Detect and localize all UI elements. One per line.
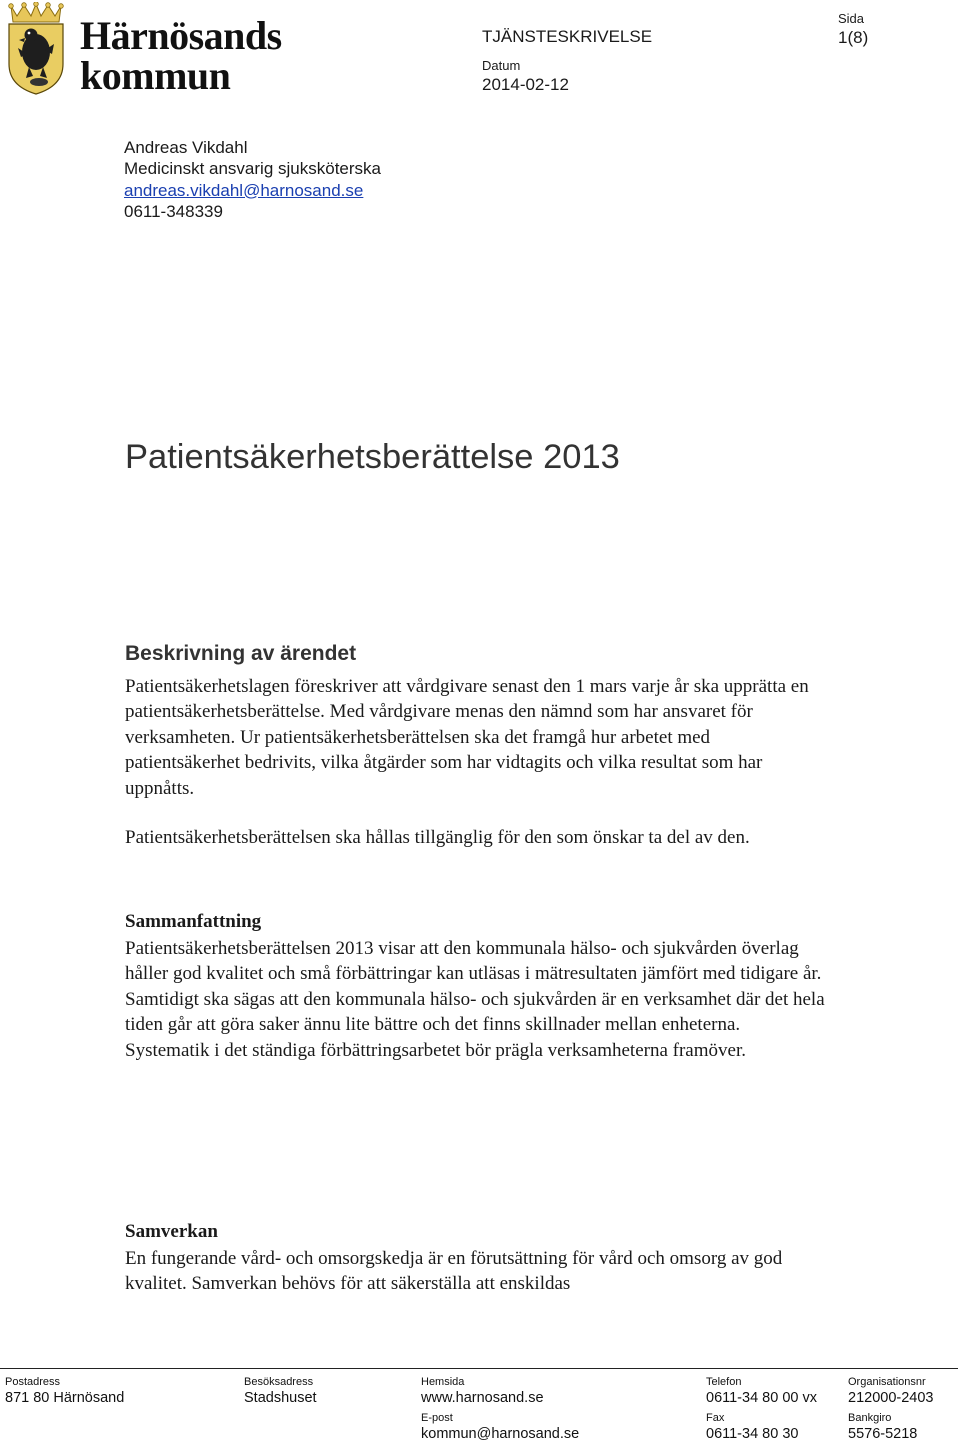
sender-role: Medicinskt ansvarig sjuksköterska <box>124 159 381 179</box>
description-paragraph-2: Patientsäkerhetsberättelsen ska hållas tillgänglig för den som önskar ta del av den. <box>125 827 750 848</box>
date-value: 2014-02-12 <box>482 75 569 94</box>
document-type: TJÄNSTESKRIVELSE <box>482 27 653 46</box>
footer-postal-value: 871 80 Härnösand <box>5 1390 125 1406</box>
footer-website-label: Hemsida <box>421 1376 465 1388</box>
municipality-logo-wordmark <box>80 13 282 98</box>
footer-orgnr-value: 212000-2403 <box>848 1390 934 1406</box>
footer-postal-label: Postadress <box>5 1376 61 1388</box>
sender-phone: 0611-348339 <box>124 201 223 221</box>
cooperation-paragraph: En fungerande vård- och omsorgskedja är en förutsättning för vård och omsorg av god kvalitet. Samverkan behövs för att säkerställa att enskildas <box>125 1248 783 1295</box>
sender-email-link[interactable]: andreas.vikdahl@harnosand.se <box>124 180 364 200</box>
footer-divider <box>0 1368 958 1369</box>
page-label: Sida <box>838 11 865 26</box>
sender-block <box>124 137 381 222</box>
footer-orgnr-label: Organisationsnr <box>848 1376 926 1388</box>
footer-visit-label: Besöksadress <box>244 1376 314 1388</box>
footer-bankgiro-label: Bankgiro <box>848 1412 892 1424</box>
footer-fax-label: Fax <box>706 1412 725 1424</box>
section-heading-cooperation: Samverkan <box>125 1221 218 1242</box>
footer-email-link[interactable]: kommun@harnosand.se <box>421 1426 580 1442</box>
footer-phone-label: Telefon <box>706 1376 742 1388</box>
footer-email-label: E-post <box>421 1412 453 1424</box>
description-paragraph-1: Patientsäkerhetslagen föreskriver att vårdgivare senast den 1 mars varje år ska upprätta en patientsäkerhetsberättelse. Med vårdgivare menas den nämnd som har ansvaret för verksamheten. Ur patientsäkerhetsberättelsen ska det framgå hur arbetet med patientsäkerhet bedrivits, vilka åtgärder som har vidtagits och vilka resultat som har uppnåtts. <box>125 676 809 799</box>
date-label: Datum <box>482 58 521 73</box>
section-heading-summary: Sammanfattning <box>125 911 262 932</box>
municipal-coat-of-arms-icon <box>5 2 67 96</box>
summary-paragraph: Patientsäkerhetsberättelsen 2013 visar att den kommunala hälso- och sjukvården överlag håller god kvalitet och små förbättringar kan utläsas i mätresultaten jämfört med tidigare år. Samtidigt ska sägas att den kommunala hälso- och sjukvården är en verksamhet där det hela tiden går att göra saker ännu lite bättre och det finns skillnader mellan enheterna. Systematik i det ständiga förbättringsarbetet bör prägla verksamheterna framöver. <box>125 938 825 1061</box>
footer-website-link[interactable]: www.harnosand.se <box>421 1390 544 1406</box>
logo-line-2: kommun <box>80 53 231 98</box>
section-heading-description: Beskrivning av ärendet <box>125 642 357 665</box>
page-number: 1(8) <box>838 28 869 47</box>
logo-line-1: Härnösands <box>80 13 282 58</box>
sender-name: Andreas Vikdahl <box>124 138 248 157</box>
footer-bankgiro-value: 5576-5218 <box>848 1426 918 1442</box>
footer-phone-value: 0611-34 80 00 vx <box>706 1390 817 1406</box>
document-title: Patientsäkerhetsberättelse 2013 <box>125 438 620 476</box>
footer-visit-value: Stadshuset <box>244 1390 317 1406</box>
footer-fax-value: 0611-34 80 30 <box>706 1426 799 1442</box>
